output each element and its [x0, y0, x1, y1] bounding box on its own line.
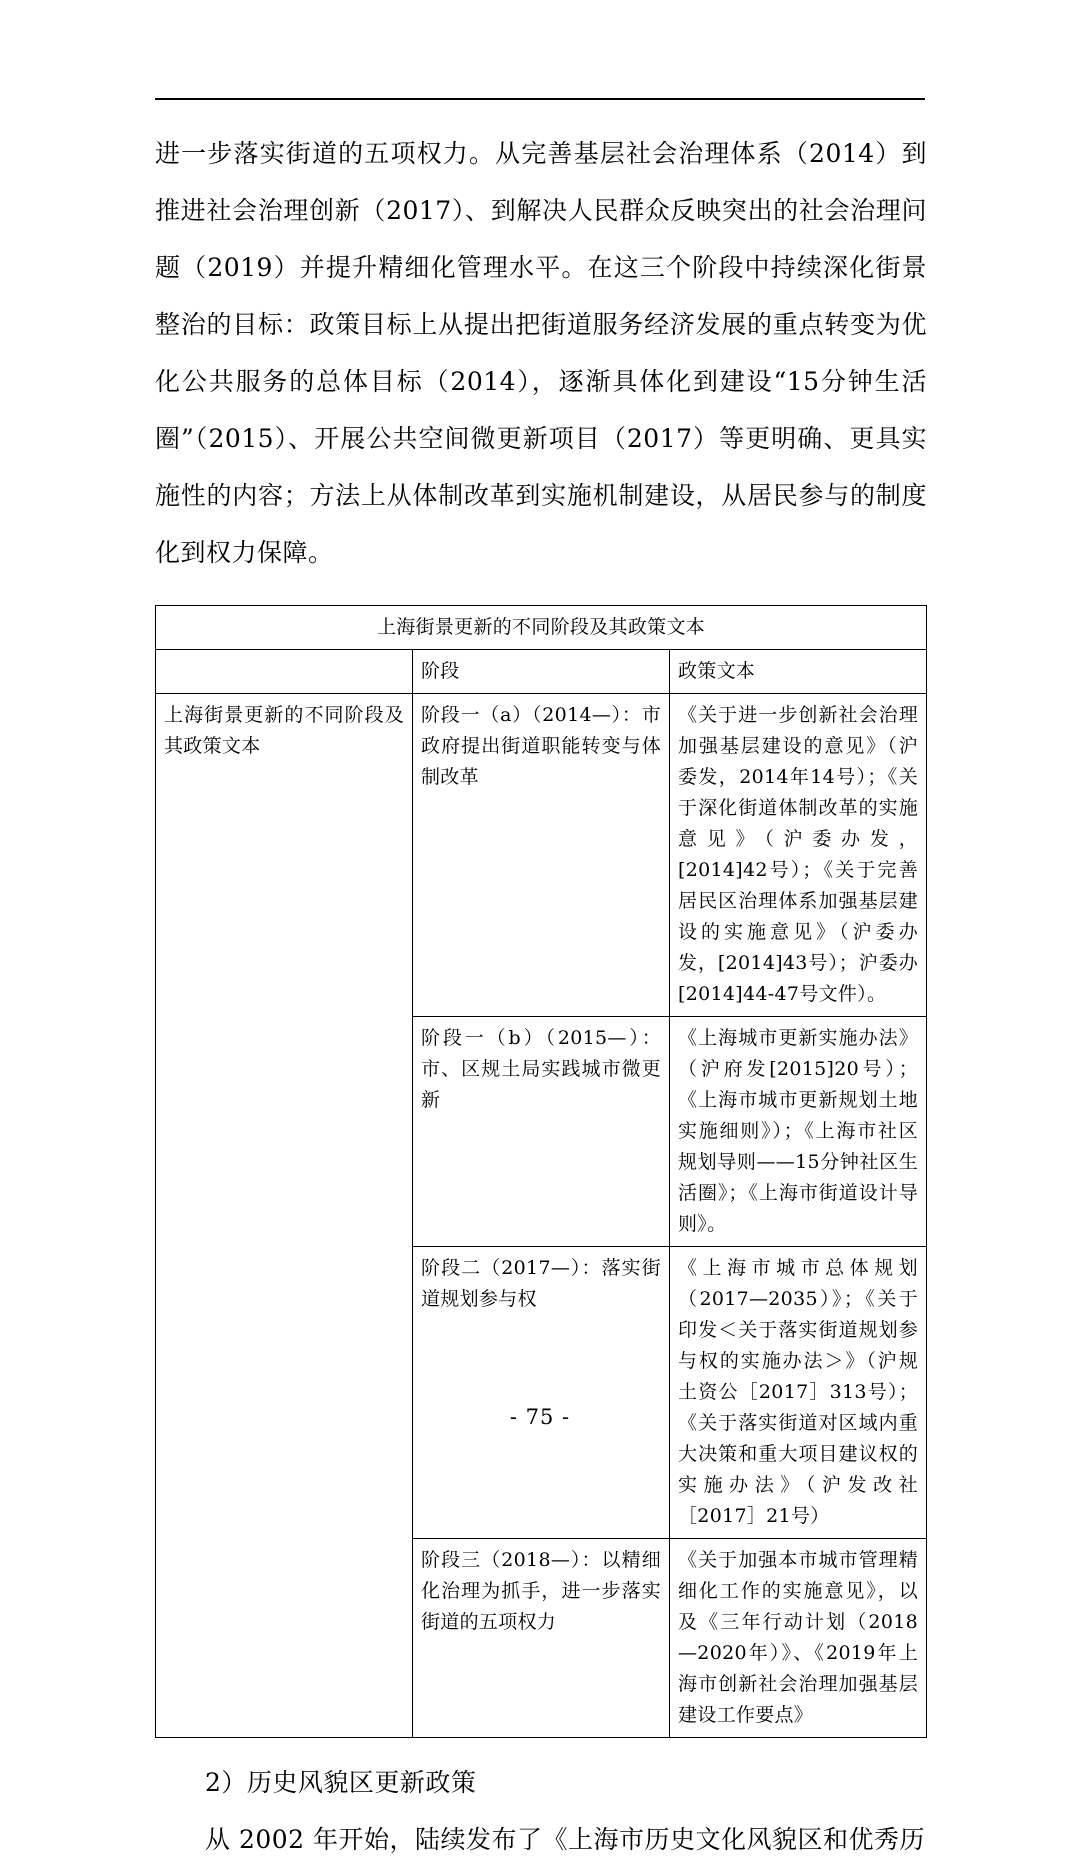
table-header-row — [156, 650, 927, 694]
table-row-label: 上海街景更新的不同阶段及其政策文本 — [156, 694, 413, 1738]
table-title-row — [156, 606, 927, 650]
table-cell-stage: 阶段一（b）（2015—）：市、区规土局实践城市微更新 — [413, 1017, 670, 1247]
header-divider — [155, 98, 925, 100]
policy-stages-table — [155, 605, 927, 1738]
after-table-spacer — [155, 1738, 927, 1754]
table-cell-stage: 阶段二（2017—）：落实街道规划参与权 — [413, 1247, 670, 1539]
table-cell-stage: 阶段一（a）（2014—）：市政府提出街道职能转变与体制改革 — [413, 694, 670, 1017]
table-cell-documents: 《关于加强本市城市管理精细化工作的实施意见》，以及《三年行动计划（2018—2020年）》、《2019年上海市创新社会治理加强基层建设工作要点》 — [670, 1539, 927, 1738]
page-content — [155, 125, 927, 1868]
table-header-blank — [156, 650, 413, 694]
table-cell-stage: 阶段三（2018—）：以精细化治理为抓手，进一步落实街道的五项权力 — [413, 1539, 670, 1738]
paragraph-after-table: 从 2002 年开始，陆续发布了《上海市历史文化风貌区和优秀历 — [205, 1825, 926, 1854]
table-header-stage: 阶段 — [413, 650, 670, 694]
table-header-documents: 政策文本 — [670, 650, 927, 694]
table-cell-documents: 《上海市城市总体规划（2017—2035）》；《关于印发＜关于落实街道规划参与权的实施办法＞》（沪规土资公［2017］313号）；《关于落实街道对区域内重大决策和重大项目建议权的实施办法》（沪发改社［2017］21号） — [670, 1247, 927, 1539]
table-cell-documents: 《上海城市更新实施办法》（沪府发[2015]20号）；《上海市城市更新规划土地实施细则》）；《上海市社区规划导则——15分钟社区生活圈》；《上海市街道设计导则》。 — [670, 1017, 927, 1247]
table-title: 上海街景更新的不同阶段及其政策文本 — [156, 606, 927, 650]
page-number: - 75 - — [509, 1405, 571, 1429]
table-cell-documents: 《关于进一步创新社会治理加强基层建设的意见》（沪委发，2014年14号）；《关于深化街道体制改革的实施意见》（沪委办发，[2014]42号）；《关于完善居民区治理体系加强基层建设的实施意见》（沪委办发，[2014]43号）；沪委办[2014]44-47号文件）。 — [670, 694, 927, 1017]
table-spacer — [155, 581, 927, 599]
table-row — [156, 694, 927, 1017]
paragraph-section-heading: 2）历史风貌区更新政策 — [205, 1768, 477, 1797]
paragraph-intro: 进一步落实街道的五项权力。从完善基层社会治理体系（2014）到推进社会治理创新（2017）、到解决人民群众反映突出的社会治理问题（2019）并提升精细化管理水平。在这三个阶段中持续深化街景整治的目标：政策目标上从提出把街道服务经济发展的重点转变为优化公共服务的总体目标（2014），逐渐具体化到建设“15分钟生活圈”（2015）、开展公共空间微更新项目（2017）等更明确、更具实施性的内容；方法上从体制改革到实施机制建设，从居民参与的制度化到权力保障。 — [155, 139, 927, 567]
